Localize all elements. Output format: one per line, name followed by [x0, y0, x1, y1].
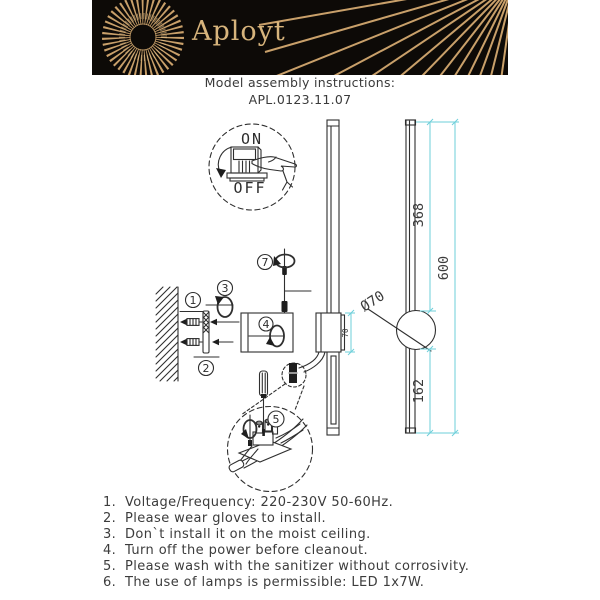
instruction-text: The use of lamps is permissible: LED 1x7W.: [125, 575, 425, 590]
instruction-number: 3.: [103, 527, 117, 542]
brand-name: Aployt: [192, 16, 286, 47]
callout-1-number: 1: [189, 294, 197, 307]
lamp-side-view: [358, 119, 459, 436]
lamp-base-circle: [397, 311, 436, 350]
callout-2: [199, 361, 214, 376]
title-line: Model assembly instructions:: [204, 75, 396, 90]
instruction-text: Please wear gloves to install.: [125, 511, 327, 526]
mounting-plate: [180, 311, 219, 357]
instruction-number: 6.: [103, 575, 117, 590]
switch-detail: [209, 124, 296, 210]
lamp-wires: [299, 352, 325, 372]
callout-3: [206, 281, 233, 318]
callout-2-number: 2: [202, 362, 210, 375]
wire-terminal-detail-circle: [282, 363, 306, 387]
detail-leader-line: [295, 386, 304, 410]
instruction-number: 5.: [103, 559, 117, 574]
callout-5: [268, 411, 284, 427]
dim-bracket-width: 70: [341, 328, 350, 338]
instruction-item: [103, 527, 523, 543]
callout-7: [258, 255, 295, 270]
on-label: ON: [240, 130, 264, 148]
dim-base-diameter: Ø70: [357, 288, 388, 316]
power-cable: [282, 249, 312, 313]
dim-total-height: 600: [436, 255, 452, 281]
callout-7-number: 7: [261, 256, 269, 269]
rotate-arrowhead: [266, 337, 275, 346]
wall-section: [156, 287, 178, 381]
terminal-detail: [228, 371, 313, 492]
instruction-text: Don`t install it on the moist ceiling.: [125, 527, 371, 542]
instruction-number: 1.: [103, 495, 117, 510]
dimension-bracket-70: [341, 310, 355, 355]
instruction-item: [103, 511, 523, 527]
instruction-item: [103, 495, 523, 511]
callout-5-number: 5: [272, 413, 280, 426]
off-label: OFF: [233, 179, 267, 197]
callout-1: [186, 293, 201, 308]
instruction-text: Turn off the power before cleanout.: [125, 543, 369, 558]
junction-box: [241, 313, 293, 352]
instruction-list: [103, 495, 523, 591]
instruction-text: Voltage/Frequency: 220-230V 50-60Hz.: [125, 495, 394, 510]
model-number: APL.0123.11.07: [248, 92, 352, 107]
cable-end: [228, 459, 245, 473]
instruction-item: [103, 543, 523, 559]
instruction-item: [103, 559, 523, 575]
instruction-item: [103, 575, 523, 591]
callout-3-number: 3: [221, 282, 229, 295]
instruction-number: 4.: [103, 543, 117, 558]
callout-4-number: 4: [262, 318, 270, 331]
dim-lower-length: 162: [411, 378, 427, 404]
instruction-text: Please wash with the sanitizer without corrosivity.: [125, 559, 470, 574]
switch-drawing: [227, 147, 267, 181]
dim-upper-length: 368: [411, 202, 427, 228]
rotate-arrowhead: [215, 296, 224, 305]
instruction-number: 2.: [103, 511, 117, 526]
